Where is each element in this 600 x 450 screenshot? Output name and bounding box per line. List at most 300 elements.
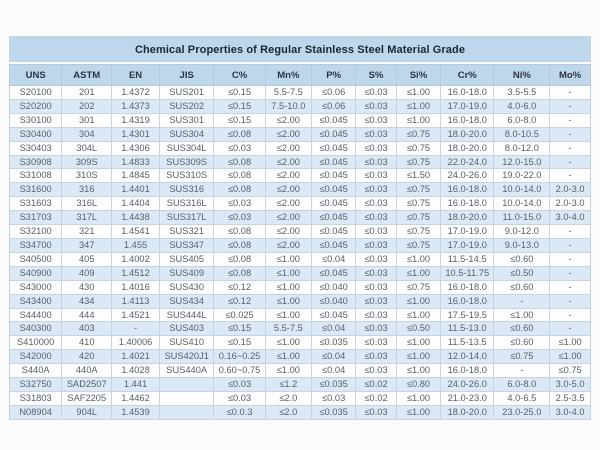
table-cell: 12.0-14.0 — [441, 350, 494, 364]
column-header: Si% — [396, 65, 440, 86]
table-cell: - — [550, 141, 591, 155]
table-cell: S30908 — [10, 155, 62, 169]
table-row — [10, 405, 591, 419]
table-row — [10, 238, 591, 252]
data-table — [9, 64, 591, 420]
table-cell: ≤2.00 — [265, 238, 311, 252]
table-cell: ≤0.035 — [312, 378, 356, 392]
table-cell: 1.4373 — [112, 99, 160, 113]
table-cell: S30100 — [10, 113, 62, 127]
table-cell: N08904 — [10, 405, 62, 419]
table-cell: ≤0.75 — [396, 280, 440, 294]
table-cell: 420 — [62, 350, 112, 364]
table-cell: 18.0-20.0 — [441, 141, 494, 155]
table-cell — [159, 378, 214, 392]
table-cell: - — [550, 266, 591, 280]
table-cell: 1.4028 — [112, 364, 160, 378]
table-cell: ≤0.03 — [356, 225, 397, 239]
table-cell: 1.4372 — [112, 86, 160, 100]
table-cell: 18.0-20.0 — [441, 405, 494, 419]
table-cell: 347 — [62, 238, 112, 252]
table-cell: ≤0.045 — [312, 155, 356, 169]
table-cell: ≤0.60 — [494, 336, 550, 350]
table-cell: ≤1.00 — [265, 294, 311, 308]
table-cell: 1.4539 — [112, 405, 160, 419]
table-cell: - — [550, 127, 591, 141]
table-cell: 316L — [62, 197, 112, 211]
table-cell: ≤0.03 — [356, 211, 397, 225]
table-cell: S40500 — [10, 252, 62, 266]
table-cell: ≤0.75 — [396, 238, 440, 252]
table-cell: - — [550, 280, 591, 294]
table-row — [10, 197, 591, 211]
table-cell: ≤0.03 — [356, 294, 397, 308]
table-cell: ≤0.75 — [550, 364, 591, 378]
table-cell: ≤0.045 — [312, 308, 356, 322]
table-cell: SUS310S — [159, 169, 214, 183]
table-cell: ≤0.045 — [312, 211, 356, 225]
chemical-properties-table — [9, 36, 591, 420]
table-cell: ≤0.03 — [214, 391, 265, 405]
header-row — [10, 65, 591, 86]
table-title: Chemical Properties of Regular Stainless Steel Material Grade — [9, 36, 591, 64]
table-cell: SUS301 — [159, 113, 214, 127]
table-cell: 9.0-13.0 — [494, 238, 550, 252]
table-cell: ≤0.75 — [396, 225, 440, 239]
table-cell: ≤0.03 — [356, 183, 397, 197]
table-cell: 8.0-10.5 — [494, 127, 550, 141]
table-cell: ≤0.04 — [312, 350, 356, 364]
table-row — [10, 378, 591, 392]
table-cell: ≤1.00 — [265, 336, 311, 350]
table-cell: 1.441 — [112, 378, 160, 392]
table-cell: 0.60~0.75 — [214, 364, 265, 378]
table-cell: S31603 — [10, 197, 62, 211]
table-cell: 17.0-19.0 — [441, 99, 494, 113]
table-cell: ≤1.00 — [396, 308, 440, 322]
table-cell: 11.5-13.0 — [441, 322, 494, 336]
table-cell: ≤0.03 — [356, 197, 397, 211]
table-cell: SUS434 — [159, 294, 214, 308]
table-cell: 3.0-5.0 — [550, 378, 591, 392]
table-cell: 16.0-18.0 — [441, 280, 494, 294]
table-cell: ≤1.00 — [265, 364, 311, 378]
table-cell: ≤2.00 — [265, 225, 311, 239]
table-cell: ≤0.03 — [356, 280, 397, 294]
table-cell: 434 — [62, 294, 112, 308]
table-cell: - — [550, 294, 591, 308]
table-cell: S20100 — [10, 86, 62, 100]
table-cell: ≤1.00 — [265, 350, 311, 364]
table-cell: SUS347 — [159, 238, 214, 252]
table-cell: ≤0.12 — [214, 280, 265, 294]
table-cell: S34700 — [10, 238, 62, 252]
table-cell: 1.4845 — [112, 169, 160, 183]
table-cell: ≤0.12 — [214, 294, 265, 308]
table-cell: - — [550, 99, 591, 113]
table-row — [10, 350, 591, 364]
table-cell: SAF2205 — [62, 391, 112, 405]
table-cell: ≤0.04 — [312, 364, 356, 378]
table-cell: ≤0.03 — [356, 322, 397, 336]
table-row — [10, 280, 591, 294]
table-cell: ≤0.80 — [396, 378, 440, 392]
table-cell: ≤0.03 — [356, 336, 397, 350]
table-cell: ≤0.03 — [356, 350, 397, 364]
table-cell: - — [112, 322, 160, 336]
table-cell: ≤0.02 — [356, 391, 397, 405]
table-cell: ≤0.75 — [396, 197, 440, 211]
table-cell: ≤0.06 — [312, 99, 356, 113]
table-cell: ≤0.03 — [214, 197, 265, 211]
table-row — [10, 364, 591, 378]
table-cell: - — [550, 86, 591, 100]
table-cell: 444 — [62, 308, 112, 322]
table-row — [10, 336, 591, 350]
table-cell: ≤1.2 — [265, 378, 311, 392]
table-cell: ≤0.03 — [356, 252, 397, 266]
table-cell: 3.0-4.0 — [550, 211, 591, 225]
table-cell: SAD2507 — [62, 378, 112, 392]
table-cell: ≤0.04 — [312, 252, 356, 266]
table-cell: ≤2.0 — [265, 391, 311, 405]
table-cell: - — [494, 364, 550, 378]
table-cell: ≤0.045 — [312, 113, 356, 127]
table-cell: 11.5-14.5 — [441, 252, 494, 266]
table-cell: 21.0-23.0 — [441, 391, 494, 405]
table-cell: ≤0.08 — [214, 252, 265, 266]
table-cell: 11.5-13.5 — [441, 336, 494, 350]
table-cell: 0.16~0.25 — [214, 350, 265, 364]
table-cell: ≤2.00 — [265, 113, 311, 127]
table-cell: - — [550, 322, 591, 336]
table-row — [10, 155, 591, 169]
table-cell: ≤0.50 — [494, 266, 550, 280]
table-cell: ≤0.08 — [214, 238, 265, 252]
table-cell: 16.0-18.0 — [441, 86, 494, 100]
table-cell: ≤0.03 — [356, 155, 397, 169]
table-cell: ≤2.00 — [265, 183, 311, 197]
table-cell: 1.4021 — [112, 350, 160, 364]
table-cell: 321 — [62, 225, 112, 239]
table-cell: ≤0.03 — [356, 127, 397, 141]
table-body — [10, 86, 591, 420]
table-cell: SUS201 — [159, 86, 214, 100]
table-cell: ≤0.03 — [356, 266, 397, 280]
table-row — [10, 391, 591, 405]
table-cell: ≤2.00 — [265, 211, 311, 225]
table-cell: ≤2.00 — [265, 141, 311, 155]
table-cell: - — [550, 155, 591, 169]
table-cell: ≤1.00 — [265, 266, 311, 280]
table-cell: - — [550, 225, 591, 239]
table-cell: 440A — [62, 364, 112, 378]
table-cell: 23.0-25.0 — [494, 405, 550, 419]
table-cell: S40300 — [10, 322, 62, 336]
table-cell: ≤0.02 — [356, 378, 397, 392]
table-cell: ≤1.00 — [396, 266, 440, 280]
table-cell: ≤2.00 — [265, 197, 311, 211]
table-cell: 7.5-10.0 — [265, 99, 311, 113]
table-row — [10, 183, 591, 197]
table-row — [10, 225, 591, 239]
table-cell: SUS420J1 — [159, 350, 214, 364]
table-cell: ≤0.03 — [356, 238, 397, 252]
table-cell: - — [494, 294, 550, 308]
column-header: ASTM — [62, 65, 112, 86]
table-cell: S42000 — [10, 350, 62, 364]
table-cell: ≤2.0 — [265, 405, 311, 419]
table-cell: 301 — [62, 113, 112, 127]
table-cell: ≤0.040 — [312, 280, 356, 294]
table-cell: 1.4833 — [112, 155, 160, 169]
table-cell: 17.5-19.5 — [441, 308, 494, 322]
table-cell: SUS321 — [159, 225, 214, 239]
table-cell: SUS309S — [159, 155, 214, 169]
table-cell: 5.5-7.5 — [265, 86, 311, 100]
table-cell: 19.0-22.0 — [494, 169, 550, 183]
table-cell: SUS316L — [159, 197, 214, 211]
table-cell: ≤0.08 — [214, 225, 265, 239]
table-cell: S31600 — [10, 183, 62, 197]
table-cell: ≤0.03 — [214, 211, 265, 225]
table-cell: S40900 — [10, 266, 62, 280]
table-cell: ≤0.035 — [312, 336, 356, 350]
table-cell: ≤0.60 — [494, 280, 550, 294]
table-cell: 2.0-3.0 — [550, 183, 591, 197]
table-cell: S43400 — [10, 294, 62, 308]
table-cell: ≤2.00 — [265, 169, 311, 183]
table-cell: ≤0.06 — [312, 86, 356, 100]
table-cell: 430 — [62, 280, 112, 294]
table-cell: 6.0-8.0 — [494, 113, 550, 127]
table-cell: 409 — [62, 266, 112, 280]
table-cell: - — [550, 113, 591, 127]
table-cell: 304 — [62, 127, 112, 141]
table-cell: 2.0-3.0 — [550, 197, 591, 211]
table-cell: SUS405 — [159, 252, 214, 266]
table-cell: ≤2.00 — [265, 155, 311, 169]
table-row — [10, 169, 591, 183]
table-cell: 11.0-15.0 — [494, 211, 550, 225]
table-cell: ≤0.03 — [356, 405, 397, 419]
table-row — [10, 127, 591, 141]
table-cell: S32100 — [10, 225, 62, 239]
table-cell: 1.4301 — [112, 127, 160, 141]
table-cell: 16.0-18.0 — [441, 197, 494, 211]
table-cell: 1.4512 — [112, 266, 160, 280]
table-cell: 1.4002 — [112, 252, 160, 266]
table-cell: ≤1.00 — [550, 336, 591, 350]
column-header: P% — [312, 65, 356, 86]
table-cell: 9.0-12.0 — [494, 225, 550, 239]
table-cell: S440A — [10, 364, 62, 378]
table-cell: S20200 — [10, 99, 62, 113]
table-cell: 317L — [62, 211, 112, 225]
table-cell: ≤2.00 — [265, 127, 311, 141]
table-cell: 202 — [62, 99, 112, 113]
table-cell: ≤1.00 — [396, 391, 440, 405]
table-cell: ≤1.00 — [396, 336, 440, 350]
table-row — [10, 211, 591, 225]
column-header: Mo% — [550, 65, 591, 86]
table-cell: ≤0.045 — [312, 266, 356, 280]
table-cell: ≤0.08 — [214, 266, 265, 280]
table-cell: ≤0.08 — [214, 169, 265, 183]
table-cell: S32750 — [10, 378, 62, 392]
table-cell: 1.455 — [112, 238, 160, 252]
table-cell: ≤1.00 — [396, 113, 440, 127]
table-cell: 410 — [62, 336, 112, 350]
table-cell: 201 — [62, 86, 112, 100]
table-cell: 2.5-3.5 — [550, 391, 591, 405]
table-cell: S31803 — [10, 391, 62, 405]
table-cell: 1.4404 — [112, 197, 160, 211]
table-cell: 24.0-26.0 — [441, 378, 494, 392]
column-header: Ni% — [494, 65, 550, 86]
table-cell: 17.0-19.0 — [441, 238, 494, 252]
table-cell: ≤1.00 — [396, 86, 440, 100]
table-cell: 24.0-26.0 — [441, 169, 494, 183]
table-cell: ≤0.03 — [356, 113, 397, 127]
table-cell: ≤0.045 — [312, 169, 356, 183]
table-cell: S410000 — [10, 336, 62, 350]
table-cell: ≤0.0.3 — [214, 405, 265, 419]
column-header: Mn% — [265, 65, 311, 86]
table-row — [10, 266, 591, 280]
table-cell: ≤0.15 — [214, 86, 265, 100]
table-cell: ≤1.00 — [265, 280, 311, 294]
table-cell: - — [550, 252, 591, 266]
column-header: C% — [214, 65, 265, 86]
table-cell: 3.5-5.5 — [494, 86, 550, 100]
table-cell: 18.0-20.0 — [441, 211, 494, 225]
table-cell: 405 — [62, 252, 112, 266]
table-cell: 1.4438 — [112, 211, 160, 225]
table-cell: ≤0.15 — [214, 322, 265, 336]
table-cell: ≤0.50 — [396, 322, 440, 336]
table-cell: 22.0-24.0 — [441, 155, 494, 169]
table-row — [10, 113, 591, 127]
table-cell: ≤0.08 — [214, 127, 265, 141]
table-cell: ≤0.045 — [312, 238, 356, 252]
table-cell: ≤0.75 — [396, 141, 440, 155]
table-cell: - — [550, 238, 591, 252]
table-cell: 4.0-6.0 — [494, 99, 550, 113]
table-cell: ≤1.00 — [494, 308, 550, 322]
table-cell: 10.0-14.0 — [494, 183, 550, 197]
table-cell: 8.0-12.0 — [494, 141, 550, 155]
table-cell: SUS440A — [159, 364, 214, 378]
table-cell: SUS410 — [159, 336, 214, 350]
table-row — [10, 141, 591, 155]
table-cell: 1.4401 — [112, 183, 160, 197]
table-cell: 17.0-19.0 — [441, 225, 494, 239]
table-cell: ≤1.00 — [396, 405, 440, 419]
table-row — [10, 294, 591, 308]
table-cell: ≤0.08 — [214, 155, 265, 169]
table-cell: ≤0.03 — [356, 308, 397, 322]
table-cell: 1.4113 — [112, 294, 160, 308]
table-cell: ≤0.03 — [356, 99, 397, 113]
table-cell: 1.4462 — [112, 391, 160, 405]
table-cell: ≤1.50 — [396, 169, 440, 183]
table-cell: 16.0-18.0 — [441, 183, 494, 197]
table-cell: 316 — [62, 183, 112, 197]
table-cell: ≤0.75 — [396, 155, 440, 169]
table-cell: ≤1.00 — [265, 252, 311, 266]
table-cell: - — [550, 169, 591, 183]
table-cell: SUS316 — [159, 183, 214, 197]
table-cell: S31703 — [10, 211, 62, 225]
table-row — [10, 99, 591, 113]
table-cell: 1.40006 — [112, 336, 160, 350]
table-cell: 10.5-11.75 — [441, 266, 494, 280]
table-cell: S43000 — [10, 280, 62, 294]
table-cell: ≤1.00 — [396, 252, 440, 266]
table-cell: SUS304L — [159, 141, 214, 155]
table-cell: 403 — [62, 322, 112, 336]
table-cell: ≤0.045 — [312, 127, 356, 141]
table-cell: ≤0.75 — [494, 350, 550, 364]
table-cell: S30403 — [10, 141, 62, 155]
table-cell: ≤0.75 — [396, 127, 440, 141]
table-cell: ≤0.60 — [494, 252, 550, 266]
table-cell: ≤0.03 — [356, 86, 397, 100]
table-cell: ≤1.00 — [265, 308, 311, 322]
table-cell: ≤0.03 — [214, 141, 265, 155]
table-cell: SUS409 — [159, 266, 214, 280]
table-cell: 904L — [62, 405, 112, 419]
table-cell: 6.0-8.0 — [494, 378, 550, 392]
table-cell: ≤0.15 — [214, 113, 265, 127]
column-header: UNS — [10, 65, 62, 86]
table-cell: 18.0-20.0 — [441, 127, 494, 141]
table-cell: ≤1.00 — [396, 364, 440, 378]
column-header: Cr% — [441, 65, 494, 86]
table-cell: ≤0.03 — [356, 141, 397, 155]
table-cell: 10.0-14.0 — [494, 197, 550, 211]
table-cell: S30400 — [10, 127, 62, 141]
table-cell: ≤1.00 — [396, 350, 440, 364]
table-cell: 309S — [62, 155, 112, 169]
table-cell: ≤0.04 — [312, 322, 356, 336]
table-cell: SUS403 — [159, 322, 214, 336]
table-cell: 16.0-18.0 — [441, 294, 494, 308]
table-cell: 1.4016 — [112, 280, 160, 294]
column-header: EN — [112, 65, 160, 86]
table-cell — [159, 391, 214, 405]
table-cell: ≤0.03 — [356, 169, 397, 183]
table-cell: ≤0.75 — [396, 211, 440, 225]
table-cell: SUS202 — [159, 99, 214, 113]
table-cell: 310S — [62, 169, 112, 183]
table-cell: SUS317L — [159, 211, 214, 225]
table-cell: ≤0.040 — [312, 294, 356, 308]
table-cell: 1.4521 — [112, 308, 160, 322]
table-cell: ≤0.15 — [214, 336, 265, 350]
table-cell: ≤0.03 — [356, 364, 397, 378]
table-cell: ≤0.035 — [312, 405, 356, 419]
table-row — [10, 308, 591, 322]
table-row — [10, 252, 591, 266]
table-cell: ≤0.15 — [214, 99, 265, 113]
table-cell: ≤0.025 — [214, 308, 265, 322]
table-row — [10, 322, 591, 336]
table-cell: ≤0.03 — [214, 378, 265, 392]
table-cell: 3.0-4.0 — [550, 405, 591, 419]
table-cell: S44400 — [10, 308, 62, 322]
